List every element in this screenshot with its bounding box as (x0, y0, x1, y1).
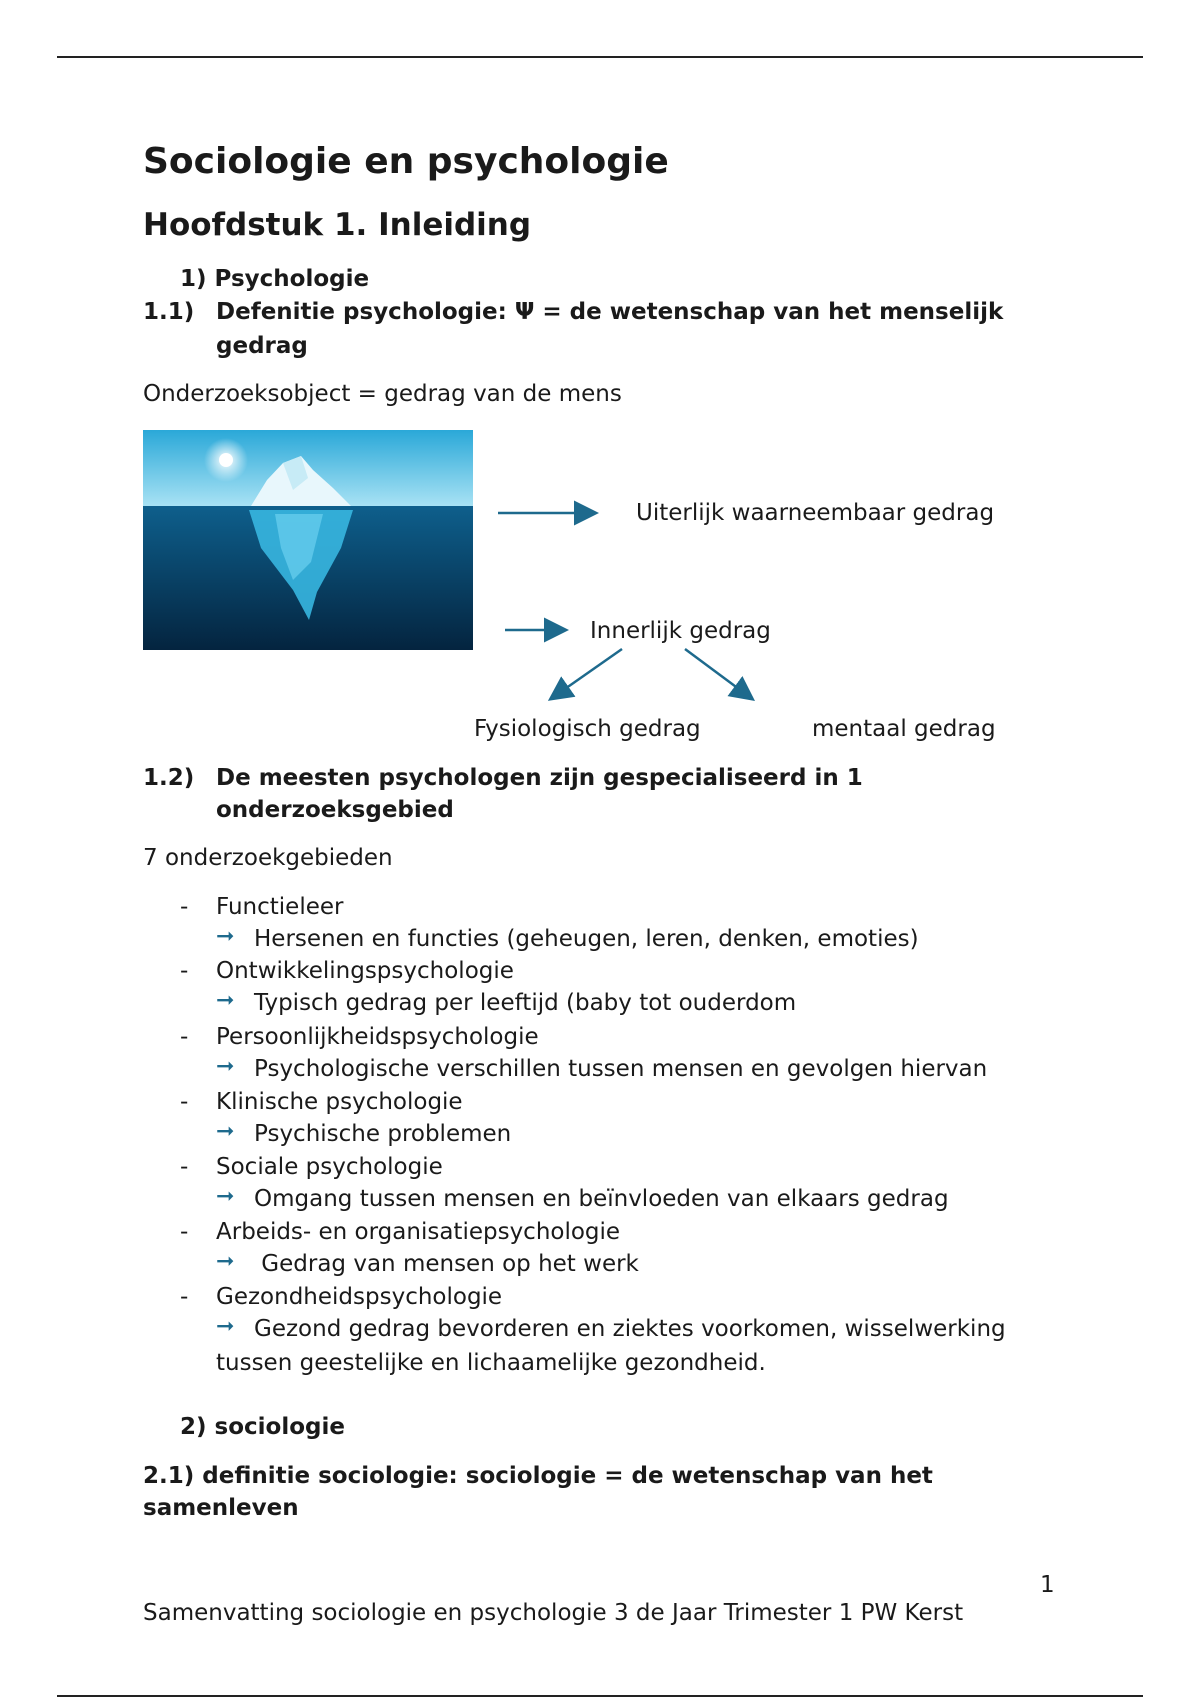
section-1-1-heading-line1: Defenitie psychologie: Ψ = de wetenschap van het menselijk (216, 299, 1004, 325)
section-1-heading: 1) Psychologie (180, 266, 370, 292)
arrow-right-icon: ➞ (216, 1314, 235, 1339)
label-mental-behavior: mentaal gedrag (812, 716, 996, 742)
list-item-dash: - (180, 1219, 189, 1245)
arrow-right-icon: ➞ (216, 988, 235, 1013)
list-item: Functieleer (216, 894, 344, 920)
section-2-1-heading-line1: 2.1) definitie sociologie: sociologie = de wetenschap van het (143, 1463, 933, 1489)
list-item: Klinische psychologie (216, 1089, 463, 1115)
iceberg-image (143, 430, 473, 650)
list-item-dash: - (180, 1284, 189, 1310)
chapter-heading: Hoofdstuk 1. Inleiding (143, 207, 532, 243)
arrow-mental (685, 649, 751, 698)
research-object-text: Onderzoeksobject = gedrag van de mens (143, 381, 622, 407)
document-title: Sociologie en psychologie (143, 141, 669, 182)
label-outer-behavior: Uiterlijk waarneembaar gedrag (636, 500, 995, 526)
list-item: Ontwikkelingspsychologie (216, 958, 514, 984)
list-item: Arbeids- en organisatiepsychologie (216, 1219, 621, 1245)
list-item: Sociale psychologie (216, 1154, 443, 1180)
section-2-heading: 2) sociologie (180, 1414, 345, 1440)
list-item: Persoonlijkheidspsychologie (216, 1024, 539, 1050)
label-inner-behavior: Innerlijk gedrag (590, 618, 771, 644)
research-areas-intro: 7 onderzoekgebieden (143, 845, 393, 871)
list-item-description: Psychische problemen (254, 1121, 512, 1147)
section-1-1-number: 1.1) (143, 299, 195, 325)
list-item-description: Psychologische verschillen tussen mensen en gevolgen hiervan (254, 1056, 988, 1082)
section-2-1-heading-line2: samenleven (143, 1495, 299, 1521)
list-item-dash: - (180, 958, 189, 984)
arrow-physio (552, 649, 622, 698)
list-item-description: Omgang tussen mensen en beïnvloeden van elkaars gedrag (254, 1186, 949, 1212)
bottom-rule (57, 1695, 1143, 1697)
list-item-dash: - (180, 1024, 189, 1050)
arrow-right-icon: ➞ (216, 1184, 235, 1209)
list-item-description-continued: tussen geestelijke en lichaamelijke gezondheid. (216, 1350, 766, 1376)
arrow-right-icon: ➞ (216, 1054, 235, 1079)
section-1-2-number: 1.2) (143, 765, 195, 791)
top-rule (57, 56, 1143, 58)
section-1-1-heading-line2: gedrag (216, 333, 308, 359)
section-1-2-heading-line2: onderzoeksgebied (216, 797, 454, 823)
arrow-right-icon: ➞ (216, 924, 235, 949)
list-item-description: Gedrag van mensen op het werk (254, 1251, 639, 1277)
list-item-dash: - (180, 1154, 189, 1180)
arrow-right-icon: ➞ (216, 1249, 235, 1274)
list-item: Gezondheidspsychologie (216, 1284, 503, 1310)
list-item-description: Hersenen en functies (geheugen, leren, denken, emoties) (254, 926, 919, 952)
label-physiological-behavior: Fysiologisch gedrag (474, 716, 701, 742)
list-item-description: Gezond gedrag bevorderen en ziektes voorkomen, wisselwerking (254, 1316, 1006, 1342)
list-item-dash: - (180, 1089, 189, 1115)
list-item-dash: - (180, 894, 189, 920)
arrow-right-icon: ➞ (216, 1119, 235, 1144)
page-number: 1 (1040, 1572, 1055, 1598)
list-item-description: Typisch gedrag per leeftijd (baby tot ouderdom (254, 990, 797, 1016)
page-footer: Samenvatting sociologie en psychologie 3 de Jaar Trimester 1 PW Kerst (143, 1600, 964, 1626)
section-1-2-heading-line1: De meesten psychologen zijn gespecialiseerd in 1 (216, 765, 863, 791)
